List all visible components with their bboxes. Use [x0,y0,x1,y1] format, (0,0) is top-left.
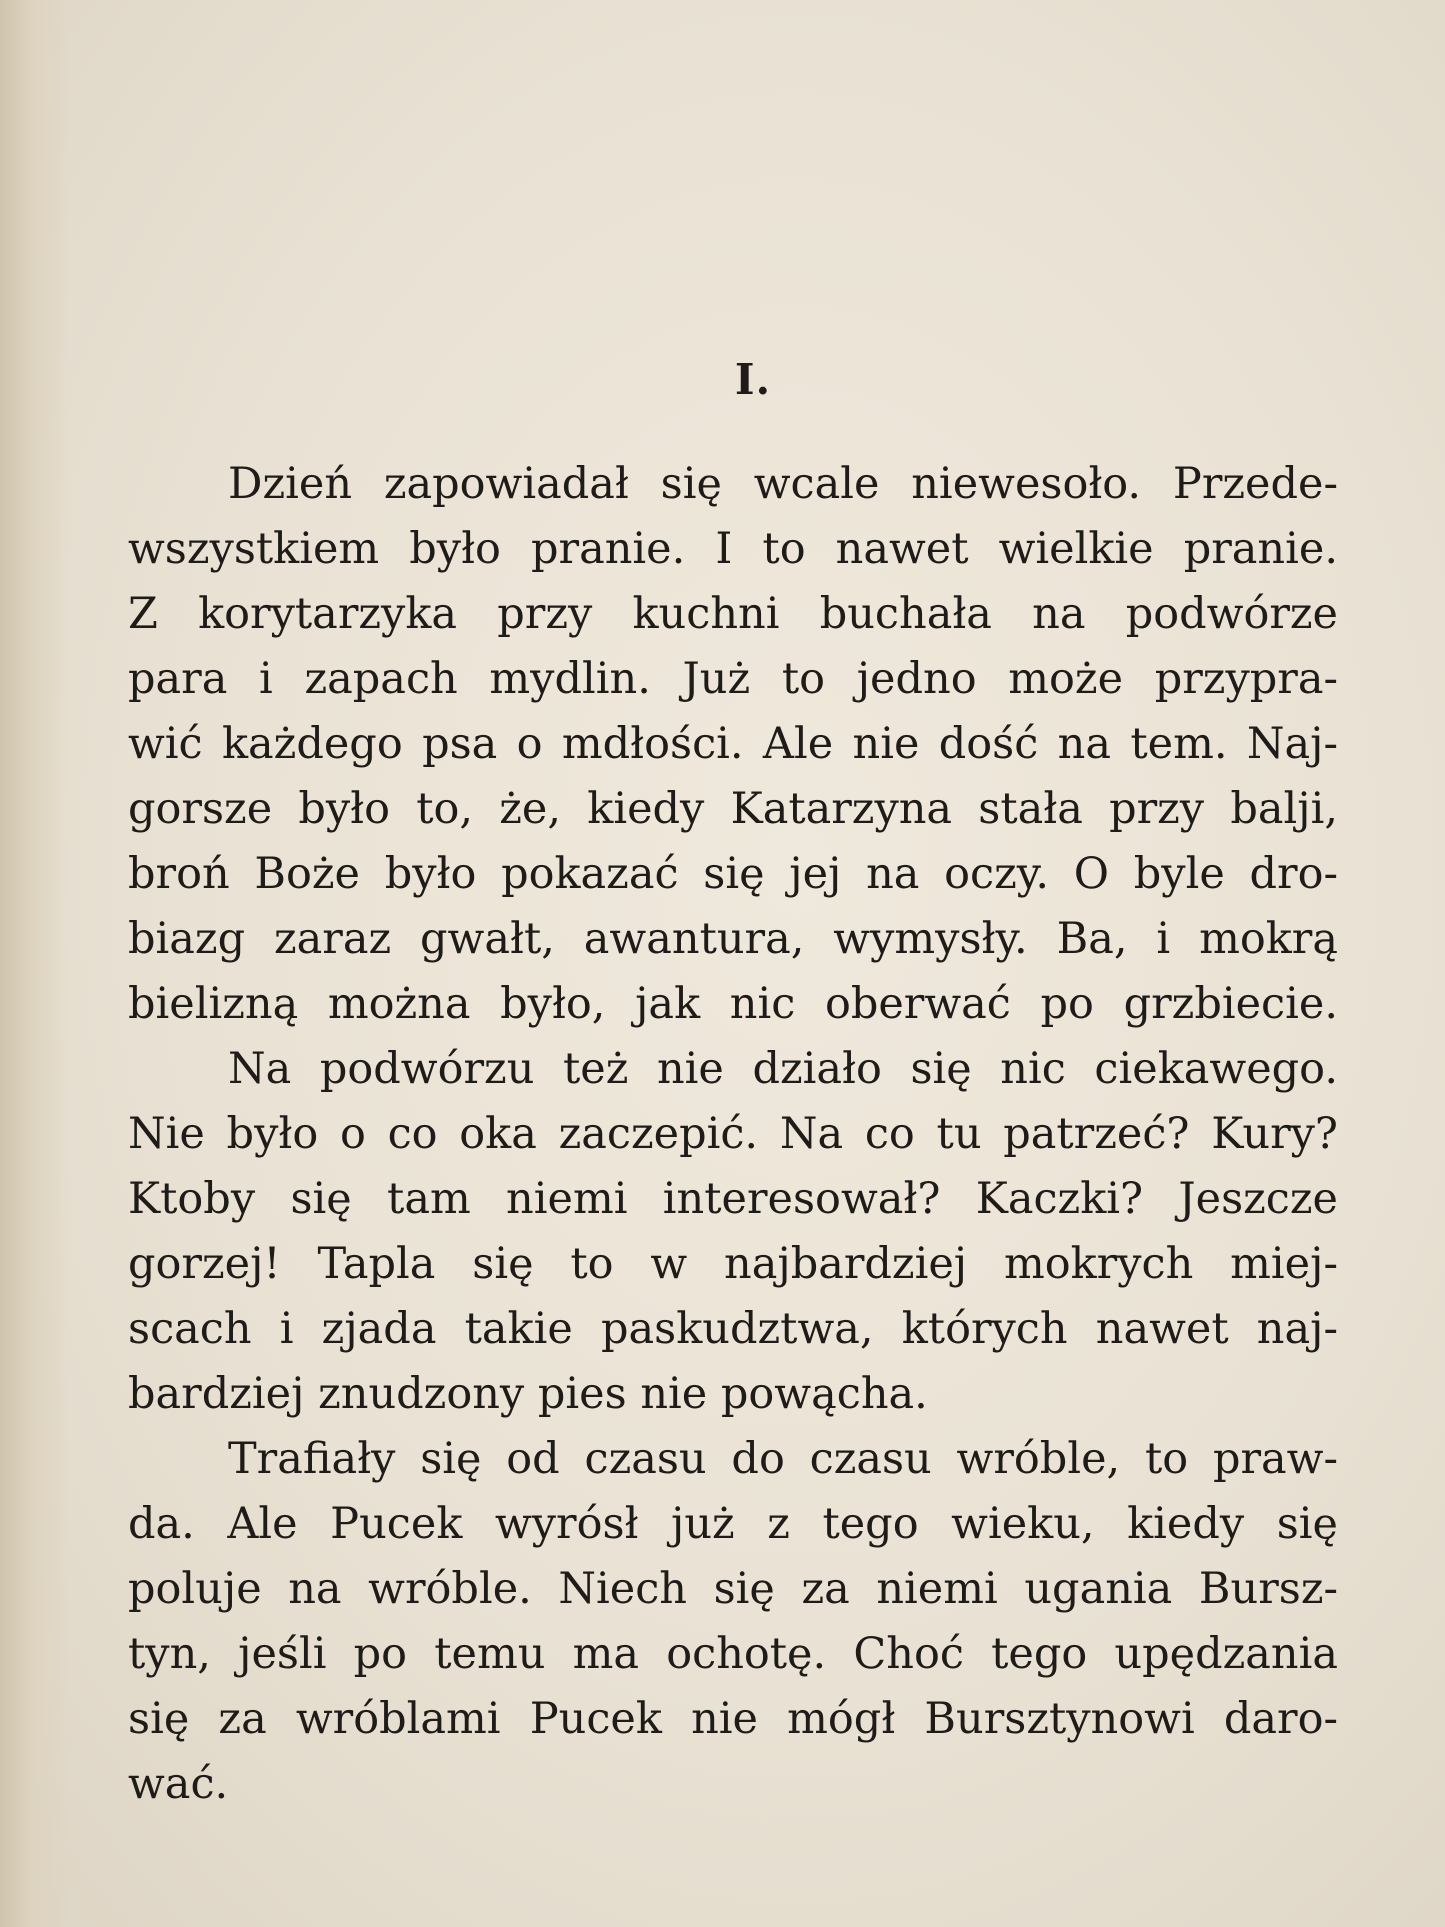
page-binding-edge [0,0,70,1927]
text-line: da. Ale Pucek wyrósł już z tego wieku, kiedy się [128,1499,1338,1549]
text-line: wić każdego psa o mdłości. Ale nie dość na tem. Naj- [128,719,1338,769]
text-line: gorsze było to, że, kiedy Katarzyna stała przy balji, [128,784,1338,834]
text-line: para i zapach mydlin. Już to jedno może przypra- [128,654,1338,704]
paragraph-1 [128,452,1338,1037]
chapter-heading: I. [734,355,772,404]
paragraph-3 [128,1427,1338,1817]
text-line: tyn, jeśli po temu ma ochotę. Choć tego upędzania [128,1629,1338,1679]
text-line: Nie było o co oka zaczepić. Na co tu patrzeć? Kury? [128,1109,1338,1159]
text-line: bardziej znudzony pies nie powącha. [128,1369,928,1419]
text-line: Trafiały się od czasu do czasu wróble, to praw- [228,1434,1338,1484]
text-line: bielizną można było, jak nic oberwać po grzbiecie. [128,979,1338,1029]
text-line: biazg zaraz gwałt, awantura, wymysły. Ba, i mokrą [128,914,1338,964]
text-line: scach i zjada takie paskudztwa, których nawet naj- [128,1304,1338,1354]
text-line: Ktoby się tam niemi interesował? Kaczki? Jeszcze [128,1174,1338,1224]
text-line: się za wróblami Pucek nie mógł Bursztynowi daro- [128,1694,1338,1744]
text-line: Na podwórzu też nie działo się nic ciekawego. [228,1044,1338,1094]
text-line: wszystkiem było pranie. I to nawet wielkie pranie. [128,524,1338,574]
text-line: Z korytarzyka przy kuchni buchała na podwórze [128,589,1338,639]
paragraph-2 [128,1037,1338,1427]
text-line: gorzej! Tapla się to w najbardziej mokrych miej- [128,1239,1338,1289]
text-line: Dzień zapowiadał się wcale niewesoło. Przede- [228,459,1338,509]
text-line: broń Boże było pokazać się jej na oczy. O byle dro- [128,849,1338,899]
text-line: wać. [128,1759,229,1809]
text-line: poluje na wróble. Niech się za niemi ugania Bursz- [128,1564,1338,1614]
page-text [128,355,1338,1817]
